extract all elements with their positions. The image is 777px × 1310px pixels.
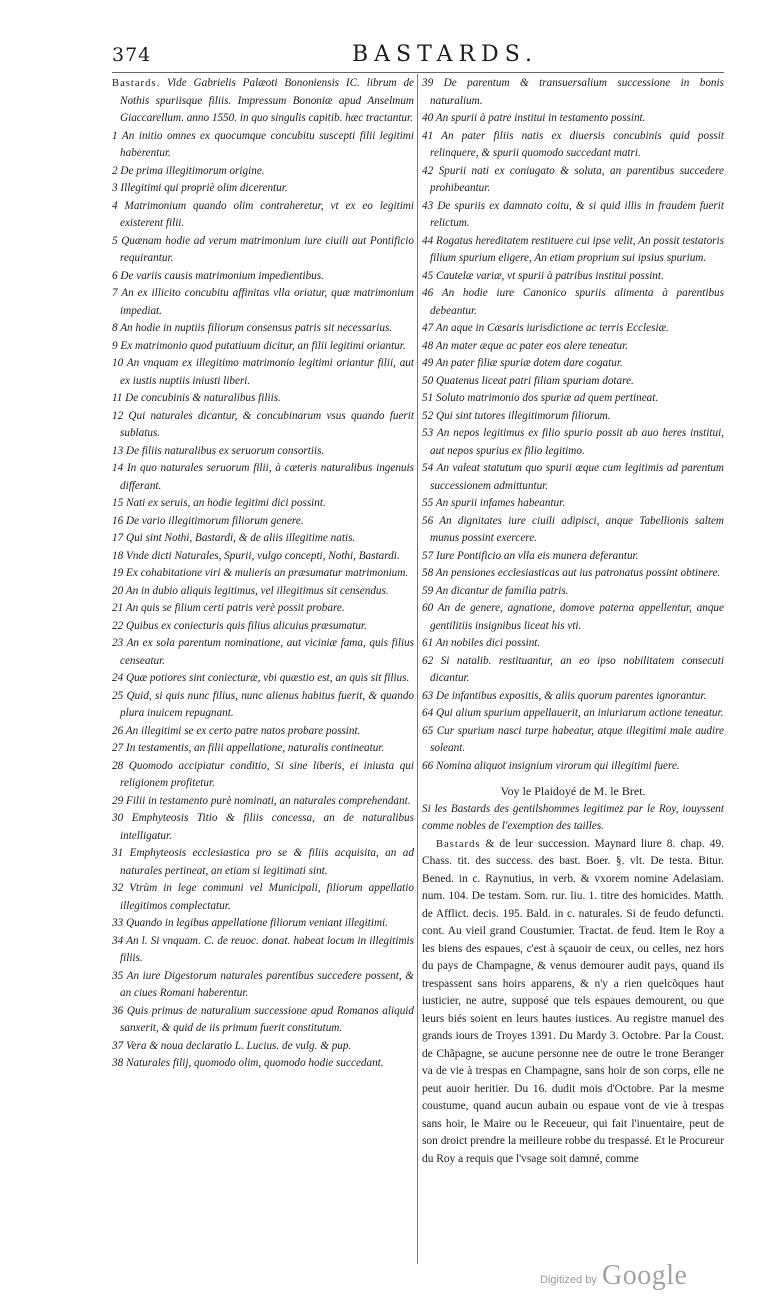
index-entry: 20 An in dubio aliquis legitimus, vel illegitimus sit censendus.	[112, 584, 389, 597]
succession-text: & de leur succession. Maynard liure 8. chap. 49. Chass. tit. des success. des bast. Boer. §. vlt. De testa. Bitur. Bened. in c. Raynutius, in verb. & vxorem nomine Adelasiam. num. 104. De testam. Som. rur. liu. 1. titre des homicides. Matth. de Afflict. decis. 195. Bald. in c. naturales. Si de feudo defuncti. cont. Au vieil grand Coustumier. Tractat. de feud. Item le Roy a les biens des espaues, c'est à sçauoir de ceux, ou celles, nez hors du pays de Champagne, & venus demourer audit pays, quand ils trespassent sans hoirs apparens, & n'y a rien quelcõques haut iusticier, ne autre, supposé que tels espaues demourent, ou que leurs biés soient en leurs hautes iustices. Au registre manuel des grands iours de Troyes 1391. Du Mardy 3. Octobre. Par la Coust. de Chãpagne, se aucune personne nee de outre le trone Beranger va de vie à trespas en Champagne, sans hoir de son corps, elle ne peut auoir heritier. Du 16. dudit mois d'Octobre. Par la mesme coustume, quand aucun aubain ou espaue vont de vie à trespas sans hoir, le Maire ou le Receueur, qui fait l'inuentaire, peut de son droict prendre la meilleure robbe du trespassé. Et le Procureur du Roy a requis que l'vsage soit damné, comme	[422, 837, 724, 1165]
index-entry: 29 Filii in testamento purè nominati, an naturales comprehendant.	[112, 794, 411, 807]
page-header	[112, 44, 722, 70]
index-entry: 63 De infantibus expositis, & aliis quorum parentes ignorantur.	[422, 689, 707, 702]
index-entry: 46 An hodie iure Canonico spuriis alimenta à parentibus debeantur.	[422, 287, 724, 317]
watermark-brand: Google	[602, 1260, 688, 1291]
index-entry: 26 An illegitimi se ex certo patre natos probare possint.	[112, 724, 361, 737]
index-entry: 15 Nati ex seruis, an hodie legitimi dici possint.	[112, 497, 326, 509]
index-entry: 28 Quomodo accipiatur conditio, Si sine liberis, ei iniusta qui religionem profitetur.	[112, 759, 414, 789]
succession-lead: Bastards	[436, 838, 481, 850]
index-entry: 10 An vnquam ex illegitimo matrimonio legitimi oriantur filii, aut ex iustis nuptiis iniusti liberi.	[112, 357, 414, 387]
index-entry: 38 Naturales filij, quomodo olim, quomodo hodie succedant.	[112, 1057, 384, 1069]
index-entry: 27 In testamentis, an filii appellatione, naturalis contineatur.	[112, 742, 385, 754]
watermark-prefix: Digitized by	[540, 1274, 597, 1286]
index-entry: 21 An quis se filium certi patris verè possit probare.	[112, 602, 345, 614]
index-entry: 50 Quatenus liceat patri filiam spuriam dotare.	[422, 374, 634, 387]
index-entry: 56 An dignitates iure ciuili adipisci, anque Tabellionis saltem munus possint exercere.	[422, 514, 724, 544]
index-entry: 18 Vnde dicti Naturales, Spurii, vulgo concepti, Nothi, Bastardi.	[112, 549, 400, 562]
index-entry: 39 De parentum & transuersalium successione in bonis naturalium.	[422, 77, 724, 107]
index-entry: 43 De spuriis ex damnato coitu, & si quid illis in fraudem fuerit relictum.	[422, 199, 724, 229]
intro-lead: Bastards.	[112, 78, 161, 89]
index-entry: 30 Emphyteosis Titio & filiis concessa, an de naturalibus intelligatur.	[112, 812, 414, 842]
index-entry: 35 An iure Digestorum naturales parentibus succedere possent, & an ciues Romani haberentur.	[112, 969, 414, 999]
index-entry: 42 Spurii nati ex coniugato & soluta, an parentibus succedere prohibeantur.	[422, 164, 724, 194]
index-entry: 7 An ex illicito concubitu affinitas vlla oriatur, quæ matrimonium impediat.	[112, 287, 414, 317]
index-entry: 45 Cautelæ variæ, vt spurii à patribus institui possint.	[422, 269, 664, 282]
index-entry: 33 Quando in legibus appellatione filiorum veniant illegitimi.	[112, 917, 388, 929]
index-entry: 17 Qui sint Nothi, Bastardi, & de aliis illegitime natis.	[112, 532, 356, 544]
page-number: 374	[112, 44, 152, 66]
index-entry: 3 Illegitimi qui propriè olim dicerentur.	[112, 182, 288, 194]
index-entry: 48 An mater æque ac pater eos alere teneatur.	[422, 339, 628, 352]
intro-paragraph	[112, 75, 414, 128]
index-entry: 66 Nomina aliquot insignium virorum qui illegitimi fuere.	[422, 759, 680, 772]
index-entry: 54 An valeat statutum quo spurii æque cum legitimis ad parentum successionem admittuntur.	[422, 462, 724, 492]
index-entry: 65 Cur spurium nasci turpe habeatur, atque illegitimi male audire soleant.	[422, 724, 724, 754]
plaidoye-heading: Voy le Plaidoyé de M. le Bret.	[500, 784, 646, 798]
index-entry: 34 An l. Si vnquam. C. de reuoc. donat. habeat locum in illegitimis filiis.	[112, 934, 414, 964]
index-entry: 19 Ex cohabitatione viri & mulieris an præsumatur matrimonium.	[112, 567, 409, 579]
index-entry: 24 Quæ potiores sint coniecturæ, vbi quæstio est, an quis sit filius.	[112, 672, 410, 684]
index-entry: 36 Quis primus de naturalium successione apud Romanos aliquid sanxerit, & quid de iis primum fuerit constitutum.	[112, 1004, 414, 1034]
index-entry: 59 An dicantur de familia patris.	[422, 584, 569, 597]
index-entry: 53 An nepos legitimus ex filio spurio possit ab auo heres institui, aut nepos spurius ex filio legitimo.	[422, 427, 724, 457]
index-entry: 8 An hodie in nuptiis filiorum consensus patris sit necessarius.	[112, 322, 393, 334]
index-entry: 9 Ex matrimonio quod putatiuum dicitur, an filii legitimi oriantur.	[112, 339, 406, 352]
index-entry: 58 An pensiones ecclesiasticas aut ius patronatus possint obtinere.	[422, 567, 721, 579]
index-entry: 62 Si natalib. restituantur, an eo ipso nobilitatem consecuti dicantur.	[422, 654, 724, 684]
index-entry: 31 Emphyteosis ecclesiastica pro se & filiis acquisita, an ad naturales pertineat, an etiam si legitimati sint.	[112, 847, 414, 877]
index-entry: 22 Quibus ex coniecturis quis filius alicuius præsumatur.	[112, 619, 367, 632]
index-entry: 4 Matrimonium quando olim contraheretur, vt ex eo legitimi existerent filii.	[112, 199, 414, 229]
index-entry: 13 De filiis naturalibus ex seruorum consortiis.	[112, 444, 325, 457]
index-entry: 23 An ex sola parentum nominatione, aut viciniæ fama, quis filius censeatur.	[112, 637, 414, 667]
right-column	[422, 75, 724, 1168]
index-entry: 49 An pater filiæ spuriæ dotem dare cogatur.	[422, 357, 623, 369]
index-entry: 64 Qui alium spurium appellauerit, an iniuriarum actione teneatur.	[422, 707, 724, 719]
google-watermark	[540, 1260, 700, 1300]
running-title: BASTARDS.	[352, 42, 538, 67]
index-entry: 60 An de genere, agnatione, domove paterna appellentur, anque gentilitiis insignibus liceat his vti.	[422, 602, 724, 632]
index-entry: 16 De vario illegitimorum filiorum genere.	[112, 514, 304, 527]
index-entry: 61 An nobiles dici possint.	[422, 637, 541, 649]
succession-paragraph	[422, 836, 724, 1169]
right-entries	[422, 75, 724, 775]
index-entry: 52 Qui sint tutores illegitimorum filiorum.	[422, 409, 611, 422]
index-entry: 1 An initio omnes ex quocumque concubitu suscepti filii legitimi haberentur.	[112, 129, 414, 159]
intro-text: Vide Gabrielis Palæoti Bononiensis IC. librum de Nothis spuriisque filiis. Impressum Bononiæ apud Anselmum Giaccarellum. anno 1550. in quo singulis capitib. hæc tractantur.	[120, 77, 415, 124]
index-entry: 12 Qui naturales dicantur, & concubinarum vsus quando fuerit sublatus.	[112, 409, 414, 439]
index-entry: 55 An spurii infames habeantur.	[422, 497, 566, 509]
index-entry: 51 Soluto matrimonio dos spuriæ ad quem pertineat.	[422, 392, 659, 404]
header-rule	[112, 72, 724, 73]
index-entry: 44 Rogatus hereditatem restituere cui ipse velit, An possit testatoris filium spurium eligere, An etiam proprium sui ipsius spurium.	[422, 234, 724, 264]
left-column	[112, 75, 414, 1073]
index-entry: 6 De variis causis matrimonium impedientibus.	[112, 269, 324, 282]
index-entry: 14 In quo naturales seruorum filii, à cæteris naturalibus ingenuis differant.	[112, 462, 414, 492]
index-entry: 57 Iure Pontificio an vlla eis munera deferantur.	[422, 549, 639, 562]
index-entry: 11 De concubinis & naturalibus filiis.	[112, 392, 281, 404]
left-entries	[112, 128, 414, 1073]
index-entry: 5 Quænam hodie ad verum matrimonium iure ciuili aut Pontificio requirantur.	[112, 234, 414, 264]
index-entry: 32 Vtrùm in lege communi vel Municipali, filiorum appellatio illegitimos complectatur.	[112, 882, 414, 912]
column-divider	[417, 74, 418, 1264]
index-entry: 2 De prima illegitimorum origine.	[112, 164, 265, 177]
plaidoye-note: Si les Bastards des gentilshommes legitimez par le Roy, iouyssent comme nobles de l'exemption des tailles.	[422, 802, 724, 832]
index-entry: 41 An pater filiis natis ex diuersis concubinis quid possit relinquere, & spurii quomodo succedant matri.	[422, 129, 724, 159]
index-entry: 47 An aque in Cæsaris iurisdictione ac terris Ecclesiæ.	[422, 322, 669, 334]
index-entry: 40 An spurii à patre institui in testamento possint.	[422, 112, 646, 124]
index-entry: 25 Quid, si quis nunc filius, nunc alienus habitus fuerit, & quando plura inuicem repugnant.	[112, 689, 414, 719]
index-entry: 37 Vera & noua declaratio L. Lucius. de vulg. & pup.	[112, 1039, 352, 1052]
